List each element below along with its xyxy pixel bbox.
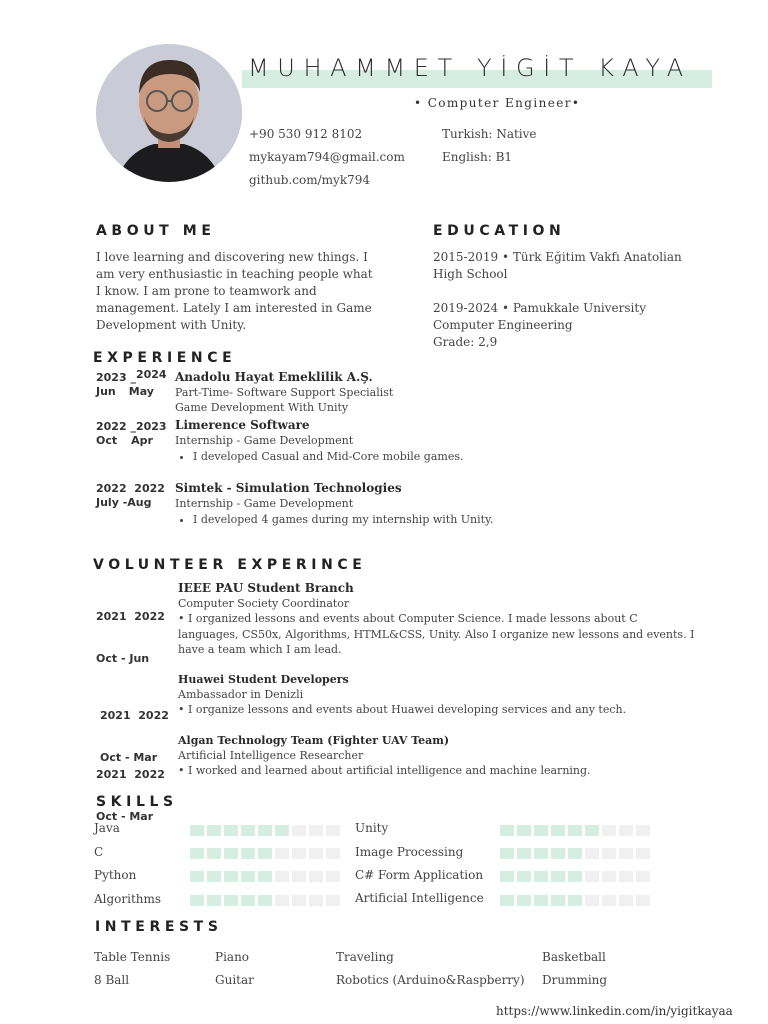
- job-position: Part-Time- Software Support Specialist: [175, 386, 394, 399]
- skill-level-segment: [224, 871, 238, 882]
- organization-name: Huawei Student Developers: [178, 673, 349, 686]
- bullet-list: [175, 512, 493, 527]
- skill-level-segment: [602, 848, 616, 859]
- about-line: am very enthusiastic in teaching people what: [96, 267, 373, 281]
- skill-level-segment: [636, 825, 650, 836]
- volunteer-description-line: • I organize lessons and events about Huawei developing services and any tech.: [178, 703, 627, 716]
- job-focus: Game Development With Unity: [175, 401, 349, 414]
- skill-level-segment: [326, 871, 340, 882]
- organization-name: IEEE PAU Student Branch: [178, 581, 354, 595]
- education-heading: EDUCATION: [433, 223, 566, 239]
- skill-level-segment: [241, 848, 255, 859]
- skill-level-segment: [585, 848, 599, 859]
- skill-level-segment: [517, 825, 531, 836]
- email-address[interactable]: mykayam794@gmail.com: [249, 150, 405, 164]
- volunteer-role: Ambassador in Denizli: [178, 688, 304, 701]
- bullet-item: • I developed 4 games during my internship with Unity.: [193, 512, 493, 527]
- skill-level-segment: [258, 871, 272, 882]
- company-name: Anadolu Hayat Emeklilik A.Ş.: [175, 370, 373, 384]
- skill-level-segment: [207, 848, 221, 859]
- skill-level-bar: [190, 871, 340, 882]
- github-link[interactable]: github.com/myk794: [249, 173, 370, 187]
- date-months: Oct - Mar: [100, 751, 158, 764]
- skill-level-segment: [619, 871, 633, 882]
- about-text: [96, 249, 406, 334]
- date-separator: _: [130, 420, 136, 433]
- education-entry-line: Computer Engineering: [433, 318, 573, 332]
- start-month: Jun: [96, 385, 116, 398]
- skill-level-segment: [636, 871, 650, 882]
- skill-level-segment: [275, 825, 289, 836]
- skill-name: Algorithms: [94, 892, 162, 906]
- skill-level-segment: [568, 848, 582, 859]
- skill-level-segment: [224, 848, 238, 859]
- profile-photo: [96, 44, 242, 182]
- language-english: English: B1: [442, 150, 513, 164]
- interest-item: Traveling: [336, 950, 394, 964]
- skill-level-segment: [275, 871, 289, 882]
- volunteer-description-line: • I organized lessons and events about Computer Science. I made lessons about C: [178, 612, 638, 625]
- skill-level-segment: [585, 895, 599, 906]
- start-year: 2022: [96, 420, 127, 433]
- skill-level-segment: [534, 825, 548, 836]
- skill-level-segment: [585, 871, 599, 882]
- skill-level-segment: [309, 848, 323, 859]
- skill-level-segment: [241, 871, 255, 882]
- company-name: Simtek - Simulation Technologies: [175, 481, 402, 495]
- skill-level-segment: [551, 848, 565, 859]
- skill-name: Unity: [355, 821, 389, 835]
- skills-heading: SKILLS: [96, 794, 178, 810]
- date-years: 2021 2022: [96, 768, 165, 781]
- start-year: 2023: [96, 371, 127, 384]
- skill-level-bar: [190, 825, 340, 836]
- skill-level-segment: [619, 895, 633, 906]
- about-line: I know. I am prone to teamwork and: [96, 284, 317, 298]
- company-name: Limerence Software: [175, 418, 310, 432]
- skill-level-segment: [207, 871, 221, 882]
- date-months: Oct - Mar: [96, 810, 154, 823]
- education-entry-line: 2015-2019 • Türk Eğitim Vakfı Anatolian: [433, 250, 682, 264]
- end-month: Apr: [131, 434, 153, 447]
- skill-name: Artificial Intelligence: [355, 891, 484, 905]
- date-separator: _: [130, 371, 136, 384]
- skill-level-segment: [534, 895, 548, 906]
- volunteer-description-line: have a team which I am lead.: [178, 643, 342, 656]
- volunteer-item: [178, 581, 718, 658]
- volunteer-item: [178, 734, 718, 779]
- skill-level-segment: [275, 848, 289, 859]
- skill-level-segment: [636, 895, 650, 906]
- about-line: Development with Unity.: [96, 318, 247, 332]
- start-month: Oct: [96, 434, 118, 447]
- skill-level-segment: [568, 871, 582, 882]
- skill-level-segment: [292, 848, 306, 859]
- skill-level-bar: [500, 825, 650, 836]
- education-entry-line: High School: [433, 267, 508, 281]
- skill-level-segment: [207, 825, 221, 836]
- date-years: 2021 2022: [100, 709, 169, 722]
- skill-level-segment: [568, 825, 582, 836]
- skill-level-segment: [224, 895, 238, 906]
- end-year: 2024: [135, 368, 167, 381]
- skill-level-segment: [309, 895, 323, 906]
- start-year: 2022: [96, 482, 127, 495]
- experience-item: [175, 418, 463, 464]
- about-line: management. Lately I am interested in Game: [96, 301, 372, 315]
- skill-level-segment: [190, 848, 204, 859]
- skill-level-segment: [500, 895, 514, 906]
- experience-date: [96, 368, 167, 399]
- skill-level-segment: [500, 825, 514, 836]
- skill-level-segment: [500, 871, 514, 882]
- skill-level-segment: [292, 871, 306, 882]
- skill-level-segment: [326, 895, 340, 906]
- skill-level-segment: [258, 848, 272, 859]
- skill-level-segment: [292, 825, 306, 836]
- date-months: Oct - Jun: [96, 652, 150, 665]
- job-position: Internship - Game Development: [175, 497, 354, 510]
- date-months: July -Aug: [96, 496, 152, 509]
- skill-level-bar: [500, 871, 650, 882]
- volunteer-heading: VOLUNTEER EXPERINCE: [93, 557, 367, 573]
- skill-level-segment: [190, 871, 204, 882]
- skill-level-bar: [190, 895, 340, 906]
- language-turkish: Turkish: Native: [442, 127, 537, 141]
- skill-level-segment: [551, 825, 565, 836]
- skill-level-segment: [585, 825, 599, 836]
- skill-level-segment: [224, 825, 238, 836]
- person-avatar-icon: [96, 44, 242, 182]
- interest-item: Guitar: [215, 973, 254, 987]
- skill-level-segment: [258, 895, 272, 906]
- education-entry-line: 2019-2024 • Pamukkale University: [433, 301, 646, 315]
- skill-level-segment: [207, 895, 221, 906]
- date-years: 2021 2022: [96, 610, 165, 623]
- skill-name: Python: [94, 868, 137, 882]
- skill-level-bar: [190, 848, 340, 859]
- education-grade: Grade: 2,9: [433, 335, 498, 349]
- full-name: MUHAMMET YİGİT KAYA: [248, 54, 692, 82]
- experience-heading: EXPERIENCE: [93, 350, 237, 366]
- skill-name: Image Processing: [355, 845, 464, 859]
- about-line: I love learning and discovering new things. I: [96, 250, 368, 264]
- skill-level-segment: [636, 848, 650, 859]
- skill-level-segment: [602, 871, 616, 882]
- skill-level-segment: [517, 848, 531, 859]
- interest-item: 8 Ball: [94, 973, 130, 987]
- interest-item: Drumming: [542, 973, 608, 987]
- interest-item: Table Tennis: [94, 950, 171, 964]
- job-role: • Computer Engineer•: [414, 96, 581, 110]
- skill-level-segment: [602, 895, 616, 906]
- skill-name: C# Form Application: [355, 868, 484, 882]
- end-year: 2023: [135, 420, 167, 433]
- interest-item: Piano: [215, 950, 250, 964]
- education-list: [433, 249, 733, 351]
- about-heading: ABOUT ME: [96, 223, 216, 239]
- skill-level-segment: [292, 895, 306, 906]
- volunteer-description-line: • I worked and learned about artificial intelligence and machine learning.: [178, 764, 591, 777]
- volunteer-role: Computer Society Coordinator: [178, 597, 350, 610]
- skill-level-segment: [619, 848, 633, 859]
- skill-level-segment: [500, 848, 514, 859]
- skill-level-segment: [309, 871, 323, 882]
- skill-level-segment: [534, 848, 548, 859]
- volunteer-date: [96, 582, 165, 680]
- volunteer-role: Artificial Intelligence Researcher: [178, 749, 364, 762]
- skill-name: C: [94, 845, 104, 859]
- job-position: Internship - Game Development: [175, 434, 354, 447]
- organization-name: Algan Technology Team (Fighter UAV Team): [178, 734, 450, 747]
- skill-level-segment: [551, 871, 565, 882]
- interest-item: Robotics (Arduino&Raspberry): [336, 973, 525, 987]
- skill-level-segment: [619, 825, 633, 836]
- bullet-list: [175, 449, 463, 464]
- skill-level-segment: [190, 825, 204, 836]
- experience-item: [175, 370, 393, 415]
- skill-level-segment: [326, 848, 340, 859]
- interest-item: Basketball: [542, 950, 606, 964]
- experience-date: [96, 482, 165, 510]
- linkedin-link[interactable]: https://www.linkedin.com/in/yigitkayaa: [496, 1004, 733, 1018]
- skill-level-bar: [500, 895, 650, 906]
- skill-level-segment: [275, 895, 289, 906]
- volunteer-description-line: languages, CS50x, Algorithms, HTML&CSS, Unity. Also I organize new lessons and events. I: [178, 627, 695, 641]
- end-year: 2022: [134, 482, 165, 495]
- phone-number: +90 530 912 8102: [249, 127, 363, 141]
- skill-level-segment: [241, 825, 255, 836]
- skill-name: Java: [94, 821, 120, 835]
- skill-level-bar: [500, 848, 650, 859]
- skill-level-segment: [602, 825, 616, 836]
- skill-level-segment: [551, 895, 565, 906]
- volunteer-item: [178, 673, 718, 718]
- experience-date: [96, 420, 167, 448]
- skill-level-segment: [258, 825, 272, 836]
- skill-level-segment: [517, 871, 531, 882]
- skill-level-segment: [241, 895, 255, 906]
- end-month: May: [128, 385, 154, 398]
- experience-item: [175, 481, 493, 527]
- bullet-item: • I developed Casual and Mid-Core mobile games.: [193, 449, 463, 464]
- skill-level-segment: [190, 895, 204, 906]
- skill-level-segment: [517, 895, 531, 906]
- skill-level-segment: [309, 825, 323, 836]
- skill-level-segment: [534, 871, 548, 882]
- skill-level-segment: [568, 895, 582, 906]
- skill-level-segment: [326, 825, 340, 836]
- interests-heading: INTERESTS: [95, 919, 223, 935]
